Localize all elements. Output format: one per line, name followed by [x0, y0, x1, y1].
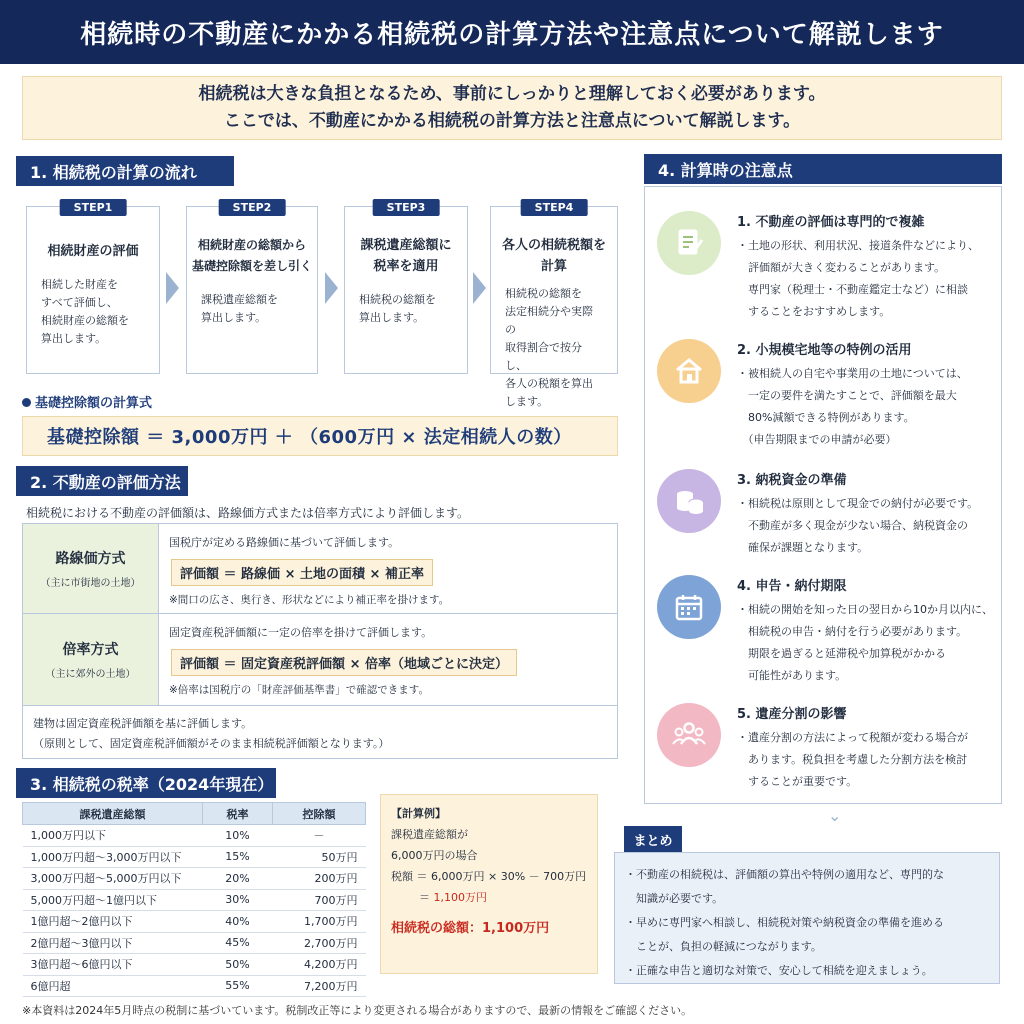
table-cell: 6億円超 [23, 975, 203, 997]
table-cell: 50万円 [273, 846, 366, 868]
table-cell: 30% [203, 889, 273, 911]
step-arrow-icon [166, 272, 179, 304]
table-header-row [23, 803, 366, 825]
document-pen-icon [657, 211, 721, 275]
table-cell: 2億円超～3億円以下 [23, 932, 203, 954]
section-2-title: 2. 不動産の評価方法 [16, 466, 188, 496]
note-3-title: 3. 納税資金の準備 [737, 473, 847, 488]
method-rosenka-note: ※間口の広さ、奥行き、形状などにより補正率を掛けます。 [169, 594, 450, 606]
method-bairitsu-formula: 評価額 ＝ 固定資産税評価額 × 倍率（地域ごとに決定） [171, 649, 517, 676]
table-cell: 55% [203, 975, 273, 997]
section-2-lead: 相続税における不動産の評価額は、路線価方式または倍率方式により評価します。 [26, 506, 470, 520]
notes-panel [644, 186, 1002, 804]
step-4-body: 相続税の総額を 法定相続分や実際の 取得割合で按分し、 各人の税額を算出 します。 [505, 287, 593, 408]
calendar-icon [657, 575, 721, 639]
step-3-body: 相続税の総額を 算出します。 [359, 293, 436, 324]
note-4 [657, 575, 997, 685]
building-note-line-1: 建物は固定資産税評価額を基に評価します。 [33, 717, 253, 730]
note-3 [657, 469, 997, 565]
basic-deduction-formula: 基礎控除額 ＝ 3,000万円 ＋ （600万円 × 法定相続人の数） [22, 416, 618, 456]
note-1 [657, 211, 997, 321]
bullet-icon [22, 398, 31, 407]
note-2-body: ・被相続人の自宅や事業用の土地については、 一定の要件を満たすことで、評価額を最大 80%減額できる特例があります。 （申告期限までの申請が必要） [737, 367, 968, 446]
method-bairitsu-desc: 固定資産税評価額に一定の倍率を掛けて評価します。 [169, 626, 433, 639]
step-1-body: 相続した財産を すべて評価し、 相続財産の総額を 算出します。 [41, 278, 129, 345]
note-5-body: ・遺産分割の方法によって税額が変わる場合が あります。税負担を考慮した分割方法を検討 することが重要です。 [737, 731, 968, 788]
step-4-title: 各人の相続税額を 計算 [501, 238, 606, 274]
example-equals: ＝ [419, 891, 434, 904]
table-cell: 5,000万円超～1億円以下 [23, 889, 203, 911]
table-cell: 45% [203, 932, 273, 954]
coins-icon [657, 469, 721, 533]
step-2-badge: STEP2 [219, 199, 286, 216]
formula-label [22, 392, 152, 411]
example-line-1: 課税遺産総額が [391, 828, 468, 841]
section-1-title: 1. 相続税の計算の流れ [16, 156, 234, 186]
step-1-badge: STEP1 [60, 199, 127, 216]
example-result: 1,100万円 [433, 891, 487, 904]
note-2 [657, 339, 997, 449]
table-cell: 50% [203, 954, 273, 976]
intro-box [22, 76, 1002, 140]
table-cell: 4,200万円 [273, 954, 366, 976]
column-header: 税率 [203, 803, 273, 825]
table-row [23, 932, 366, 954]
summary-item-3: ・正確な申告と適切な対策で、安心して相続を迎えましょう。 [625, 964, 933, 977]
step-arrow-icon [473, 272, 486, 304]
note-5 [657, 703, 997, 799]
table-cell: 200万円 [273, 868, 366, 890]
table-cell: 7,200万円 [273, 975, 366, 997]
table-row [23, 975, 366, 997]
calculation-example [380, 794, 598, 974]
tax-rate-table [22, 802, 366, 997]
example-line-2: 6,000万円の場合 [391, 849, 478, 862]
step-1-title: 相続財産の評価 [47, 244, 139, 259]
people-icon [657, 703, 721, 767]
table-cell: 1億円超～2億円以下 [23, 911, 203, 933]
note-5-title: 5. 遺産分割の影響 [737, 707, 847, 722]
table-row [23, 954, 366, 976]
house-icon [657, 339, 721, 403]
section-4-title: 4. 計算時の注意点 [644, 154, 1002, 184]
method-rosenka-desc: 国税庁が定める路線価に基づいて評価します。 [169, 536, 400, 549]
step-3-card [344, 201, 468, 374]
table-cell: 1,700万円 [273, 911, 366, 933]
table-cell: 3,000万円超～5,000万円以下 [23, 868, 203, 890]
note-4-body: ・相続の開始を知った日の翌日から10か月以内に、 相続税の申告・納付を行う必要があります。 期限を過ぎると延滞税や加算税がかかる 可能性があります。 [737, 603, 993, 682]
table-row [23, 911, 366, 933]
table-cell: 10% [203, 825, 273, 847]
table-row [23, 868, 366, 890]
method-rosenka-formula: 評価額 ＝ 路線価 × 土地の面積 × 補正率 [171, 559, 433, 586]
method-rosenka-sub: （主に市街地の土地） [40, 578, 141, 589]
table-cell: 2,700万円 [273, 932, 366, 954]
note-2-title: 2. 小規模宅地等の特例の活用 [737, 343, 912, 358]
step-2-card [186, 201, 318, 374]
chevron-down-icon: ⌄ [828, 806, 842, 825]
example-line-4 [391, 887, 587, 908]
step-arrow-icon [325, 272, 338, 304]
table-cell: 20% [203, 868, 273, 890]
step-2-title: 相続財産の総額から 基礎控除額を差し引く [191, 238, 312, 273]
evaluation-methods [22, 523, 618, 759]
table-cell: 15% [203, 846, 273, 868]
table-cell: 700万円 [273, 889, 366, 911]
note-1-title: 1. 不動産の評価は専門的で複雑 [737, 215, 925, 230]
example-line-3: 税額 ＝ 6,000万円 × 30% － 700万円 [391, 870, 587, 883]
method-rosenka-name: 路線価方式 [55, 551, 126, 567]
table-row [23, 825, 366, 847]
step-3-title: 課税遺産総額に 税率を適用 [360, 238, 452, 274]
example-label: 【計算例】 [391, 807, 446, 820]
summary-item-1: ・不動産の相続税は、評価額の算出や特例の適用など、専門的な 知識が必要です。 [625, 868, 944, 905]
footer-note: ※本資料は2024年5月時点の税制に基づいています。税制改正等により変更される場合がありますので、最新の情報をご確認ください。 [22, 1004, 693, 1017]
step-3-badge: STEP3 [373, 199, 440, 216]
method-bairitsu-note: ※倍率は国税庁の「財産評価基準書」で確認できます。 [169, 684, 429, 696]
table-cell: 3億円超～6億円以下 [23, 954, 203, 976]
method-bairitsu-row [23, 614, 617, 706]
section-3-title: 3. 相続税の税率（2024年現在） [16, 768, 276, 798]
page-title: 相続時の不動産にかかる相続税の計算方法や注意点について解説します [0, 0, 1024, 64]
summary-title: まとめ [624, 826, 682, 852]
table-cell: 1,000万円以下 [23, 825, 203, 847]
method-rosenka-row [23, 524, 617, 614]
method-bairitsu-sub: （主に郊外の土地） [45, 669, 136, 680]
summary-box [614, 852, 1000, 984]
step-4-card [490, 201, 618, 408]
building-note-line-2: （原則として、固定資産税評価額がそのまま相続税評価額となります。） [33, 737, 390, 750]
note-1-body: ・土地の形状、利用状況、接道条件などにより、 評価額が大きく変わることがあります。 専門家（税理士・不動産鑑定士など）に相談 することをおすすめします。 [737, 239, 979, 318]
column-header: 課税遺産総額 [23, 803, 203, 825]
table-cell: 1,000万円超～3,000万円以下 [23, 846, 203, 868]
note-4-title: 4. 申告・納付期限 [737, 579, 847, 594]
step-4-badge: STEP4 [521, 199, 588, 216]
summary-item-2: ・早めに専門家へ相談し、相続税対策や納税資金の準備を進める ことが、負担の軽減につながります。 [625, 916, 944, 953]
table-cell: 40% [203, 911, 273, 933]
method-rosenka-detail [159, 524, 617, 613]
table-cell: － [273, 825, 366, 847]
formula-label-text: 基礎控除額の計算式 [35, 396, 153, 411]
example-total: 相続税の総額：1,100万円 [391, 921, 550, 936]
method-bairitsu-detail [159, 614, 617, 705]
note-3-body: ・相続税は原則として現金での納付が必要です。 不動産が多く現金が少ない場合、納税資金の 確保が課題となります。 [737, 497, 979, 554]
intro-line-1: 相続税は大きな負担となるため、事前にしっかりと理解しておく必要があります。 [198, 84, 826, 104]
table-row [23, 846, 366, 868]
method-rosenka-label [23, 524, 159, 613]
building-note [33, 714, 389, 754]
method-bairitsu-name: 倍率方式 [62, 642, 119, 658]
intro-line-2: ここでは、不動産にかかる相続税の計算方法と注意点について解説します。 [223, 111, 801, 131]
step-2-body: 課税遺産総額を 算出します。 [201, 293, 278, 324]
table-row [23, 889, 366, 911]
method-bairitsu-label [23, 614, 159, 705]
column-header: 控除額 [273, 803, 366, 825]
step-1-card [26, 201, 160, 374]
